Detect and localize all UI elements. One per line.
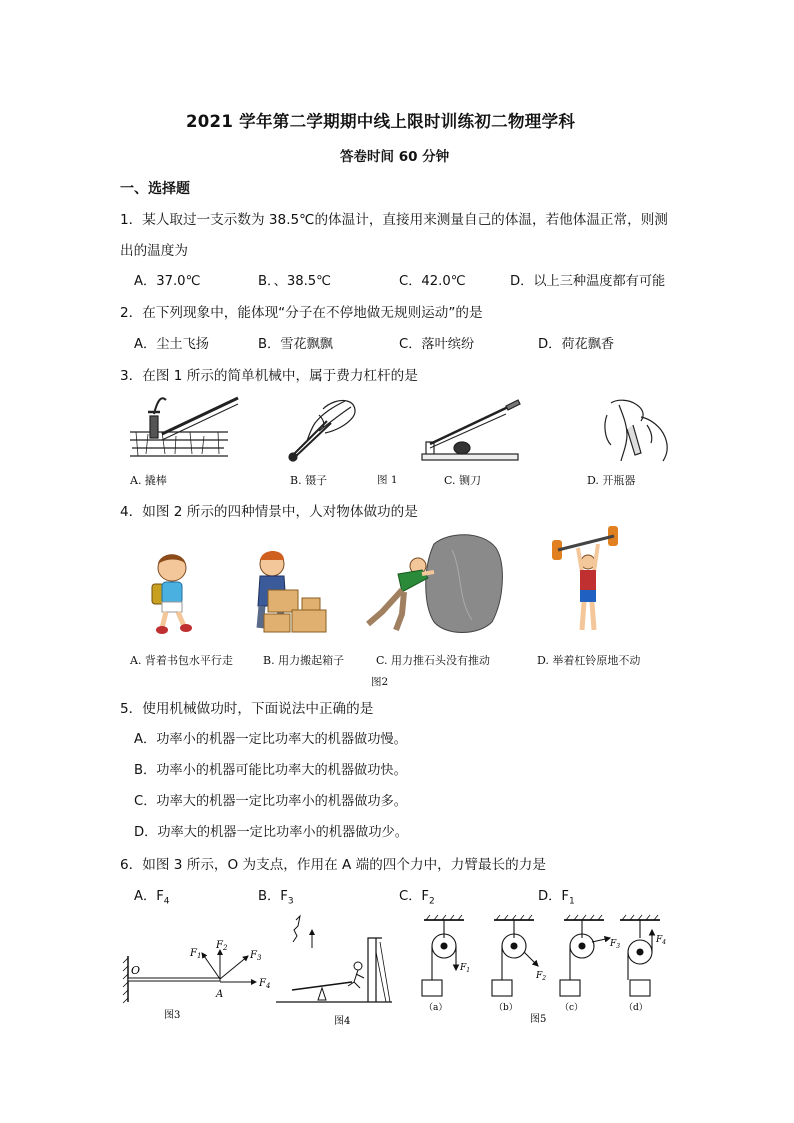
q2-option-d[interactable]: D．荷花飘香 [538,337,615,352]
question-5: 5．使用机械做功时，下面说法中正确的是 [120,701,374,717]
fig5-label: 图5 [530,1014,547,1025]
q5-option-d[interactable]: D．功率大的机器一定比功率小的机器做功少。 [134,825,408,840]
fig5-f3-label: $F_3$ [610,939,621,950]
fig3-label: 图3 [164,1010,181,1021]
section-heading: 一、选择题 [120,181,190,197]
q6-option-c-sub: 2 [428,896,435,907]
fig3-f4-label: $F_4$ [259,978,271,990]
fig5-f1-label: $F_1$ [460,963,471,974]
question-6: 6．如图 3 所示，O 为支点，作用在 A 端的四个力中，力臂最长的力是 [120,857,546,873]
question-1-line1: 1．某人取过一支示数为 38.5℃的体温计，直接用来测量自己的体温，若他体温正常，则测 [120,212,668,228]
figure-4-seesaw-diagram [272,912,402,1030]
q1-option-b[interactable]: B．、38.5℃ [258,274,331,289]
page-subtitle: 答卷时间 60 分钟 [340,149,450,165]
fig5-b-label: （b） [494,1003,518,1013]
q6-option-b-sub: 3 [287,896,294,907]
q1-option-a[interactable]: A．37.0℃ [134,274,201,289]
child-with-backpack-illustration [148,550,203,640]
q6-option-a-label: A．F [134,889,164,904]
fig2-label: 图2 [371,676,389,688]
person-pushing-rock-illustration [362,530,507,640]
fig5-d-label: （d） [624,1003,648,1013]
fig5-f4-label: $F_4$ [656,935,667,946]
fig5-f2-label: $F_2$ [536,971,547,982]
fig1-caption-b: B. 镊子 [290,474,328,487]
question-4: 4．如图 2 所示的四种情景中，人对物体做功的是 [120,504,418,520]
q5-option-b[interactable]: B．功率小的机器可能比功率大的机器做功快。 [134,763,407,778]
fig1-caption-c: C. 铡刀 [444,474,482,487]
bottle-opener-illustration [597,395,672,465]
q5-option-a[interactable]: A．功率小的机器一定比功率大的机器做功慢。 [134,732,407,747]
page-title: 2021 学年第二学期期中线上限时训练初二物理学科 [186,112,576,131]
weightlifter-illustration [548,522,623,640]
question-3: 3．在图 1 所示的简单机械中，属于费力杠杆的是 [120,368,418,384]
fig3-f1-label: $F_1$ [190,948,202,960]
guillotine-cutter-illustration [420,398,520,464]
fig3-a-label: A [216,989,224,1000]
q6-option-c[interactable] [399,885,435,907]
fig2-caption-a: A. 背着书包水平行走 [130,654,233,667]
fig1-caption-d: D. 开瓶器 [587,474,636,487]
q6-option-d-label: D．F [538,889,569,904]
q6-option-d[interactable] [538,885,575,907]
fig3-o-label: O [131,964,141,977]
fig5-c-label: （c） [560,1003,584,1013]
fig1-caption-a: A. 撬棒 [130,474,167,487]
q6-option-a[interactable] [134,885,170,907]
q6-option-a-sub: 4 [163,896,170,907]
q1-option-d[interactable]: D．以上三种温度都有可能 [510,274,666,289]
question-1-line2: 出的温度为 [120,243,188,259]
q2-option-c[interactable]: C．落叶缤纷 [399,337,475,352]
question-2: 2．在下列现象中，能体现“分子在不停地做无规则运动”的是 [120,305,483,321]
q2-option-a[interactable]: A．尘土飞扬 [134,337,209,352]
fig2-caption-b: B. 用力搬起箱子 [263,654,345,667]
crowbar-illustration [128,392,243,464]
fig5-a-label: （a） [424,1003,448,1013]
figure-5-pulleys-diagram [414,910,674,1025]
fig1-label: 图 1 [377,474,398,486]
q2-option-b[interactable]: B．雪花飘飘 [258,337,333,352]
figure-3-lever-diagram [120,938,280,1028]
q6-option-b[interactable] [258,885,294,907]
fig3-f3-label: $F_3$ [250,950,262,962]
fig2-caption-d: D. 举着杠铃原地不动 [537,654,641,667]
fig3-f2-label: $F_2$ [216,940,228,952]
tweezers-illustration [283,395,358,463]
fig4-label: 图4 [334,1016,351,1027]
q6-option-d-sub: 1 [568,896,575,907]
q6-option-b-label: B．F [258,889,288,904]
q6-option-c-label: C．F [399,889,429,904]
q5-option-c[interactable]: C．功率大的机器一定比功率小的机器做功多。 [134,794,407,809]
person-lifting-boxes-illustration [248,548,333,638]
q1-option-c[interactable]: C．42.0℃ [399,274,466,289]
fig2-caption-c: C. 用力推石头没有推动 [376,654,491,667]
